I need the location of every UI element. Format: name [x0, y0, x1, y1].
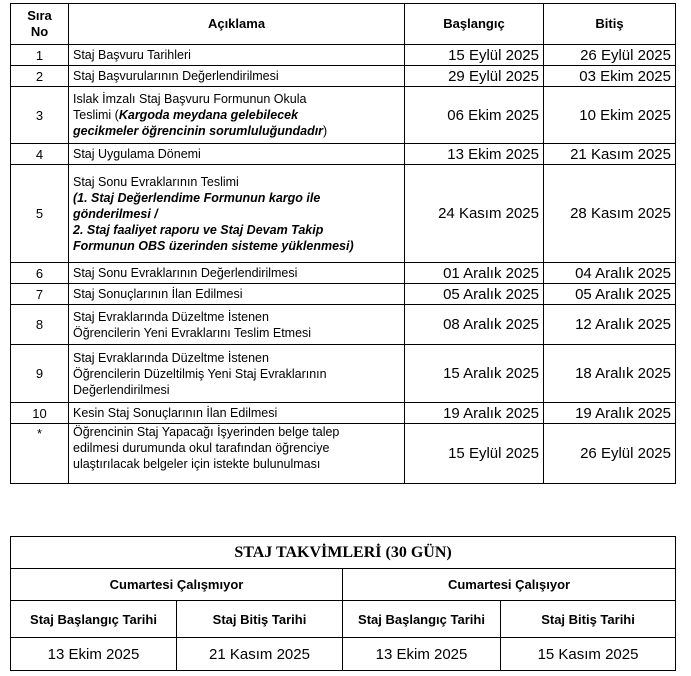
row-description [69, 345, 405, 403]
row-number: 4 [11, 144, 69, 165]
end-date: 18 Aralık 2025 [544, 345, 676, 403]
end-date: 04 Aralık 2025 [544, 263, 676, 284]
description-text: Staj Sonuçlarının İlan Edilmesi [73, 287, 243, 301]
header-end: Bitiş [544, 4, 676, 45]
start-date: 01 Aralık 2025 [405, 263, 544, 284]
start-date: 15 Eylül 2025 [405, 45, 544, 66]
table-row [11, 263, 676, 284]
description-text: Staj Sonu Evraklarının Değerlendirilmesi [73, 266, 298, 280]
header-description: Açıklama [69, 4, 405, 45]
start-date: 05 Aralık 2025 [405, 284, 544, 305]
start-date: 13 Ekim 2025 [405, 144, 544, 165]
description-text: Staj Evraklarında Düzeltme İstenen [73, 309, 269, 324]
start-date: 08 Aralık 2025 [405, 305, 544, 345]
group-saturday-off: Cumartesi Çalışmıyor [11, 569, 343, 601]
row-description [69, 87, 405, 144]
description-text: Staj Başvurularının Değerlendirilmesi [73, 69, 279, 83]
end-date: 19 Aralık 2025 [544, 403, 676, 424]
row-description [69, 305, 405, 345]
col-header-start-on: Staj Başlangıç Tarihi [343, 601, 501, 638]
start-date: 15 Aralık 2025 [405, 345, 544, 403]
row-description [69, 66, 405, 87]
row-description [69, 424, 405, 484]
description-text: Staj Sonu Evraklarının Teslimi [73, 174, 239, 189]
end-date-on: 15 Kasım 2025 [501, 638, 676, 671]
emphasis-text: gönderilmesi / [73, 206, 158, 221]
col-header-end-off: Staj Bitiş Tarihi [177, 601, 343, 638]
start-date: 19 Aralık 2025 [405, 403, 544, 424]
description-text: Değerlendirilmesi [73, 382, 170, 397]
description-text: Öğrencinin Staj Yapacağı İşyerinden belge talep [73, 425, 340, 439]
end-date-off: 21 Kasım 2025 [177, 638, 343, 671]
table-row [11, 66, 676, 87]
table-row [11, 305, 676, 345]
calendar-title: STAJ TAKVİMLERİ (30 GÜN) [11, 537, 676, 569]
start-date: 29 Eylül 2025 [405, 66, 544, 87]
table-row [11, 424, 676, 484]
group-saturday-on: Cumartesi Çalışıyor [343, 569, 676, 601]
row-description [69, 403, 405, 424]
description-text: Staj Evraklarında Düzeltme İstenen [73, 350, 269, 365]
header-no: Sıra No [11, 4, 69, 45]
table-row [11, 403, 676, 424]
row-number: 8 [11, 305, 69, 345]
description-text: ) [323, 124, 328, 138]
description-text: Teslimi ( [73, 108, 119, 122]
start-date: 06 Ekim 2025 [405, 87, 544, 144]
internship-calendar-table [10, 536, 676, 671]
table-row [11, 284, 676, 305]
row-number: 2 [11, 66, 69, 87]
end-date: 03 Ekim 2025 [544, 66, 676, 87]
row-description [69, 144, 405, 165]
table-row [11, 165, 676, 263]
row-description [69, 165, 405, 263]
schedule-body [11, 45, 676, 484]
row-number: 3 [11, 87, 69, 144]
end-date: 21 Kasım 2025 [544, 144, 676, 165]
row-number: 5 [11, 165, 69, 263]
description-text: ulaştırılacak belgeler için istekte bulunulması [73, 457, 321, 471]
end-date: 05 Aralık 2025 [544, 284, 676, 305]
emphasis-text: (1. Staj Değerlendime Formunun kargo ile [73, 190, 321, 205]
table-row [11, 87, 676, 144]
col-header-end-on: Staj Bitiş Tarihi [501, 601, 676, 638]
table-row [11, 144, 676, 165]
start-date-on: 13 Ekim 2025 [343, 638, 501, 671]
table-row [11, 345, 676, 403]
row-number: 9 [11, 345, 69, 403]
end-date: 26 Eylül 2025 [544, 424, 676, 484]
start-date: 15 Eylül 2025 [405, 424, 544, 484]
col-header-start-off: Staj Başlangıç Tarihi [11, 601, 177, 638]
description-text: Staj Uygulama Dönemi [73, 147, 201, 161]
description-text: Staj Başvuru Tarihleri [73, 48, 191, 62]
internship-schedule-table [10, 3, 676, 484]
schedule-header-row [11, 4, 676, 45]
emphasis-text: Formunun OBS üzerinden sisteme yüklenmesi) [73, 238, 354, 253]
emphasis-text: Kargoda meydana gelebilecek [118, 108, 299, 122]
start-date-off: 13 Ekim 2025 [11, 638, 177, 671]
end-date: 10 Ekim 2025 [544, 87, 676, 144]
end-date: 26 Eylül 2025 [544, 45, 676, 66]
description-text: edilmesi durumunda okul tarafından öğrenciye [73, 441, 330, 455]
row-number: 1 [11, 45, 69, 66]
row-description [69, 284, 405, 305]
description-text: Öğrencilerin Yeni Evraklarını Teslim Etmesi [73, 325, 312, 340]
emphasis-text: 2. Staj faaliyet raporu ve Staj Devam Takip [73, 222, 324, 237]
end-date: 12 Aralık 2025 [544, 305, 676, 345]
header-start: Başlangıç [405, 4, 544, 45]
end-date: 28 Kasım 2025 [544, 165, 676, 263]
row-number: * [11, 424, 69, 484]
row-number: 6 [11, 263, 69, 284]
description-text: Öğrencilerin Düzeltilmiş Yeni Staj Evraklarının [73, 366, 327, 381]
emphasis-text: gecikmeler öğrencinin sorumluluğundadır [73, 124, 324, 138]
row-number: 10 [11, 403, 69, 424]
description-text: Kesin Staj Sonuçlarının İlan Edilmesi [73, 406, 278, 420]
table-row [11, 45, 676, 66]
row-description [69, 263, 405, 284]
row-number: 7 [11, 284, 69, 305]
row-description [69, 45, 405, 66]
description-text: Islak İmzalı Staj Başvuru Formunun Okula [73, 92, 307, 106]
start-date: 24 Kasım 2025 [405, 165, 544, 263]
